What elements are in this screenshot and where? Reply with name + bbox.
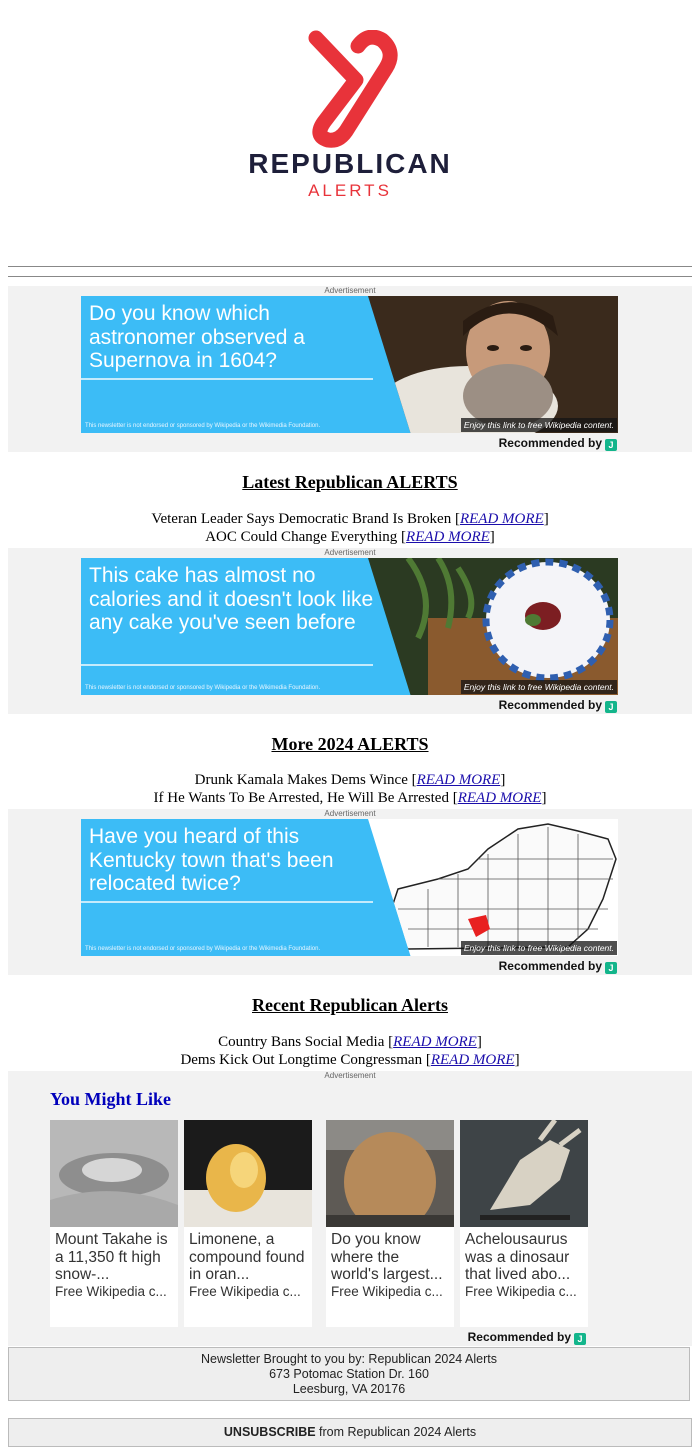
recommended-by[interactable]: [499, 436, 617, 451]
divider: [8, 266, 692, 267]
recommended-label: Recommended by: [498, 959, 602, 973]
ad-caption: Enjoy this link to free Wikipedia content.: [461, 418, 617, 432]
recommended-by[interactable]: [499, 698, 617, 713]
unsubscribe-text: from Republican 2024 Alerts: [315, 1425, 477, 1439]
headline-row: Country Bans Social Media [READ MORE]: [218, 1034, 482, 1050]
card-title: Do you know where the world's largest...: [331, 1231, 443, 1283]
footer-line: Newsletter Brought to you by: Republican 2024 Alerts: [200, 1352, 497, 1366]
section-title: More 2024 ALERTS: [271, 734, 429, 754]
dinosaur-skull-image: [460, 1120, 588, 1227]
footer-line: Leesburg, VA 20176: [292, 1382, 406, 1396]
brand-name: REPUBLICAN: [248, 148, 452, 179]
recommended-label: Recommended by: [467, 1330, 571, 1344]
limonene-image: [184, 1120, 312, 1227]
card-body: [184, 1227, 312, 1301]
cake-plate-image: [368, 558, 618, 695]
card-title: Achelousaurus was a dinosaur that lived abo...: [465, 1231, 571, 1283]
jeeng-logo-icon: J: [574, 1333, 586, 1345]
recommendation-card[interactable]: [326, 1120, 454, 1327]
headline-row: Dems Kick Out Longtime Congressman [READ MORE]: [180, 1052, 520, 1068]
jeeng-logo-icon: J: [605, 701, 617, 713]
card-source: Free Wikipedia c...: [189, 1284, 301, 1299]
ad-text: Have you heard of this Kentucky town that's been relocated twice?: [89, 825, 334, 895]
ad-label: Advertisement: [324, 548, 376, 557]
divider: [8, 276, 692, 277]
ad-block-2: [8, 548, 692, 714]
ad-block-3: [8, 809, 692, 975]
ad-banner-astronomer[interactable]: [81, 296, 618, 433]
ad-label: Advertisement: [324, 286, 376, 295]
card-source: Free Wikipedia c...: [331, 1284, 443, 1299]
card-title: Mount Takahe is a 11,350 ft high snow-...: [55, 1231, 168, 1283]
ad-label: Advertisement: [324, 1071, 376, 1080]
ad-text: Do you know which astronomer observed a Supernova in 1604?: [89, 302, 305, 372]
card-source: Free Wikipedia c...: [55, 1284, 167, 1299]
jeeng-logo-icon: J: [605, 439, 617, 451]
ad-disclaimer: This newsletter is not endorsed or sponsored by Wikipedia or the Wikimedia Foundation.: [85, 423, 321, 429]
read-more-link[interactable]: READ MORE: [430, 1052, 515, 1068]
read-more-link[interactable]: READ MORE: [416, 772, 501, 788]
headline-text: Veteran Leader Says Democratic Brand Is Broken: [151, 511, 452, 527]
headline-row: Veteran Leader Says Democratic Brand Is Broken [READ MORE]: [151, 511, 549, 527]
card-body: [460, 1227, 588, 1301]
recommended-label: Recommended by: [498, 436, 602, 450]
ad-divider: [81, 378, 373, 380]
read-more-link[interactable]: READ MORE: [406, 529, 490, 545]
headline-text: AOC Could Change Everything: [205, 529, 398, 545]
ad-text: This cake has almost no calories and it doesn't look like any cake you've seen before: [89, 564, 374, 634]
card-source: Free Wikipedia c...: [465, 1284, 577, 1299]
section-title: Latest Republican ALERTS: [242, 472, 458, 492]
footer-line: 673 Potomac Station Dr. 160: [269, 1367, 429, 1381]
ad-disclaimer: This newsletter is not endorsed or sponsored by Wikipedia or the Wikimedia Foundation.: [85, 685, 321, 691]
read-more-link[interactable]: READ MORE: [393, 1034, 477, 1050]
ad-banner-cake[interactable]: [81, 558, 618, 695]
card-title: Limonene, a compound found in oran...: [189, 1231, 305, 1283]
you-might-like-block: [8, 1071, 692, 1346]
ad-caption: Enjoy this link to free Wikipedia content.: [461, 680, 617, 694]
recommendation-card[interactable]: [50, 1120, 178, 1327]
recommendation-card[interactable]: [184, 1120, 312, 1327]
headline-row: If He Wants To Be Arrested, He Will Be Arrested [READ MORE]: [153, 790, 547, 806]
section-title: Recent Republican Alerts: [252, 995, 448, 1015]
headline-row: Drunk Kamala Makes Dems Wince [READ MORE]: [194, 772, 506, 788]
unsubscribe-link[interactable]: UNSUBSCRIBE: [223, 1425, 316, 1439]
jeeng-logo-icon: J: [605, 962, 617, 974]
ad-label: Advertisement: [324, 809, 376, 818]
headline-text: Drunk Kamala Makes Dems Wince: [194, 772, 408, 788]
card-body: [326, 1227, 454, 1301]
unsubscribe-bar[interactable]: [8, 1418, 692, 1447]
republican-alerts-logo-icon: [294, 30, 406, 148]
header-logo: [0, 0, 700, 230]
recommended-by[interactable]: [468, 1330, 586, 1345]
ad-banner-kentucky[interactable]: [81, 819, 618, 956]
card-body: [50, 1227, 178, 1301]
kentucky-map-image: [368, 819, 618, 956]
read-more-link[interactable]: READ MORE: [459, 511, 544, 527]
brand-subtitle: ALERTS: [308, 181, 392, 200]
ad-divider: [81, 664, 373, 666]
headline-text: Dems Kick Out Longtime Congressman: [180, 1052, 423, 1068]
recommended-label: Recommended by: [498, 698, 602, 712]
ad-disclaimer: This newsletter is not endorsed or sponsored by Wikipedia or the Wikimedia Foundation.: [85, 946, 321, 952]
ad-divider: [81, 901, 373, 903]
ad-block-1: [8, 286, 692, 452]
astronomer-portrait-image: [368, 296, 618, 433]
headline-text: If He Wants To Be Arrested, He Will Be Arrested: [153, 790, 449, 806]
you-might-like-title: You Might Like: [50, 1089, 172, 1109]
recommendation-card[interactable]: [460, 1120, 588, 1327]
ad-caption: Enjoy this link to free Wikipedia content.: [461, 941, 617, 955]
read-more-link[interactable]: READ MORE: [457, 790, 542, 806]
headline-row: AOC Could Change Everything [READ MORE]: [205, 529, 495, 545]
recommended-by[interactable]: [499, 959, 617, 974]
mountain-image: [50, 1120, 178, 1227]
footer-address: [8, 1347, 690, 1401]
headline-text: Country Bans Social Media: [218, 1034, 385, 1050]
sphere-image: [326, 1120, 454, 1227]
